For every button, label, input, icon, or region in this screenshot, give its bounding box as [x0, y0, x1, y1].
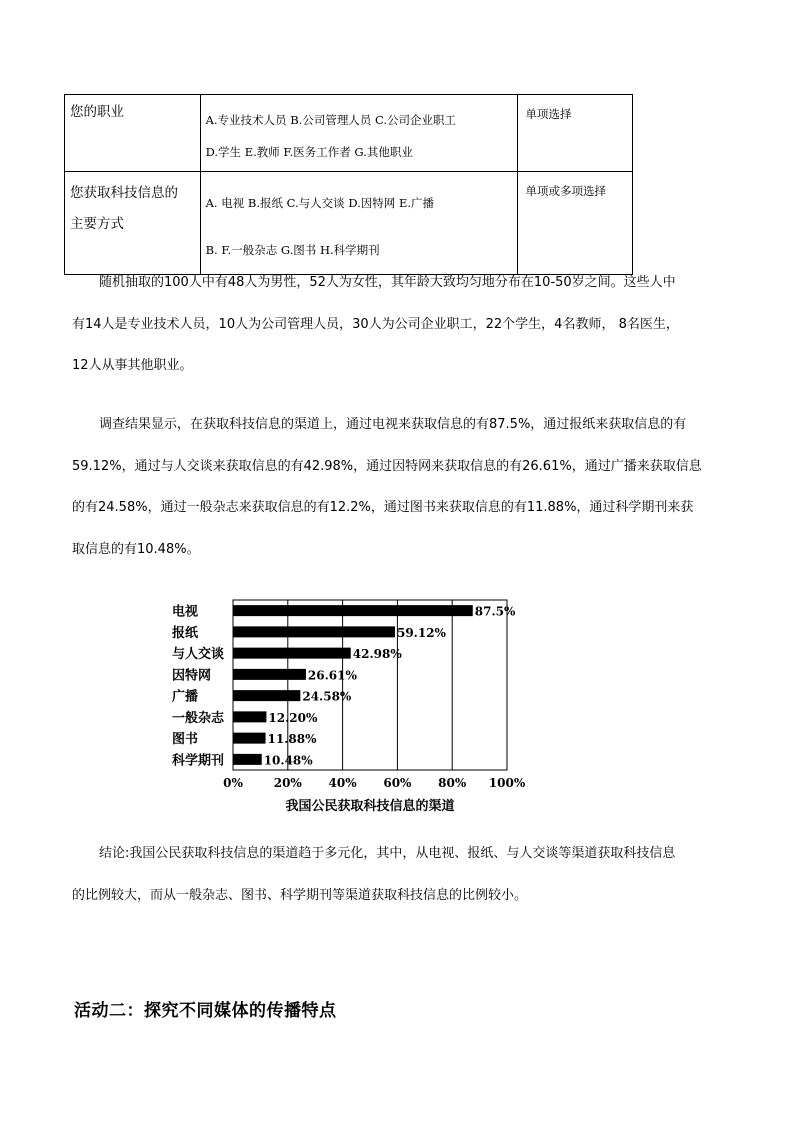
options-cell [200, 95, 518, 172]
options-line: A. 电视 B.报纸 C.与人交谈 D.因特网 E.广播 [205, 196, 434, 210]
bar [233, 711, 266, 722]
sample-description-paragraph [72, 262, 732, 387]
category-label: 报纸 [172, 625, 199, 641]
options-line: A.专业技术人员 B.公司管理人员 C.公司企业职工 [205, 113, 457, 127]
data-label: 87.5% [474, 604, 516, 619]
category-label: 科学期刊 [172, 753, 225, 769]
x-tick-label: 100% [488, 776, 526, 790]
options-cell [200, 172, 518, 275]
bar [233, 690, 300, 701]
paragraph-line: 有14人是专业技术人员，10人为公司管理人员，30人为公司企业职工，22个学生，4名教师， 8名医生， [72, 316, 679, 332]
chart-svg [160, 592, 540, 822]
chart-title: 我国公民获取科技信息的渠道 [285, 799, 455, 814]
table-row [65, 172, 633, 275]
category-label: 与人交谈 [172, 647, 225, 663]
x-tick-label: 40% [328, 776, 357, 790]
data-label: 11.88% [267, 732, 317, 747]
x-tick-label: 80% [438, 776, 467, 790]
bar [233, 626, 395, 637]
options-line: B. F.一般杂志 G.图书 H.科学期刊 [205, 243, 380, 257]
x-tick-label: 60% [383, 776, 412, 790]
category-label: 图书 [172, 732, 199, 748]
category-label: 因特网 [172, 668, 212, 684]
data-label: 12.20% [268, 710, 318, 725]
data-label: 42.98% [352, 647, 402, 662]
category-label: 一般杂志 [172, 710, 225, 726]
paragraph-line: 12人从事其他职业。 [72, 358, 193, 373]
data-label: 24.58% [302, 689, 352, 704]
options-line: D.学生 E.教师 F.医务工作者 G.其他职业 [205, 145, 413, 159]
paragraph-line: 的有24.58%，通过一般杂志来获取信息的有12.2%，通过图书来获取信息的有11.88%，通过科学期刊来获 [72, 500, 694, 515]
question-cell [65, 172, 201, 275]
x-tick-label: 0% [223, 776, 243, 790]
bar [233, 754, 262, 765]
category-label: 电视 [172, 604, 199, 620]
bar [233, 648, 351, 659]
question-text: 主要方式 [70, 216, 124, 232]
bar [233, 669, 306, 680]
paragraph-line: 的比例较大，而从一般杂志、图书、科学期刊等渠道获取科技信息的比例较小。 [72, 887, 528, 903]
bar [233, 605, 473, 616]
results-paragraph [72, 404, 732, 570]
paragraph-line: 结论:我国公民获取科技信息的渠道趋于多元化，其中，从电视、报纸、与人交谈等渠道获取科技信息 [99, 846, 676, 861]
type-cell [518, 172, 633, 275]
table-row [65, 95, 633, 172]
question-cell [65, 95, 201, 172]
type-text: 单项或多项选择 [525, 184, 606, 198]
data-label: 26.61% [307, 668, 357, 683]
bar [233, 733, 266, 744]
x-tick-label: 20% [273, 776, 302, 790]
survey-table [64, 94, 633, 275]
data-label: 10.48% [263, 753, 313, 768]
question-text: 您获取科技信息的 [70, 185, 178, 201]
conclusion-paragraph [72, 833, 732, 916]
section-heading: 活动二：探究不同媒体的传播特点 [74, 1001, 337, 1021]
data-label: 59.12% [396, 625, 446, 640]
category-label: 广播 [172, 689, 199, 705]
channel-bar-chart [160, 592, 540, 822]
paragraph-line: 随机抽取的100人中有48人为男性，52人为女性，其年龄大致均匀地分布在10-50岁之间。这些人中 [99, 275, 676, 290]
paragraph-line: 调查结果显示，在获取科技信息的渠道上，通过电视来获取信息的有87.5%，通过报纸来获取信息的有 [99, 417, 687, 432]
question-text: 您的职业 [70, 104, 124, 120]
type-text: 单项选择 [525, 107, 572, 121]
paragraph-line: 59.12%，通过与人交谈来获取信息的有42.98%，通过因特网来获取信息的有26.61%，通过广播来获取信息 [72, 458, 702, 474]
paragraph-line: 取信息的有10.48%。 [72, 541, 200, 557]
type-cell [518, 95, 633, 172]
